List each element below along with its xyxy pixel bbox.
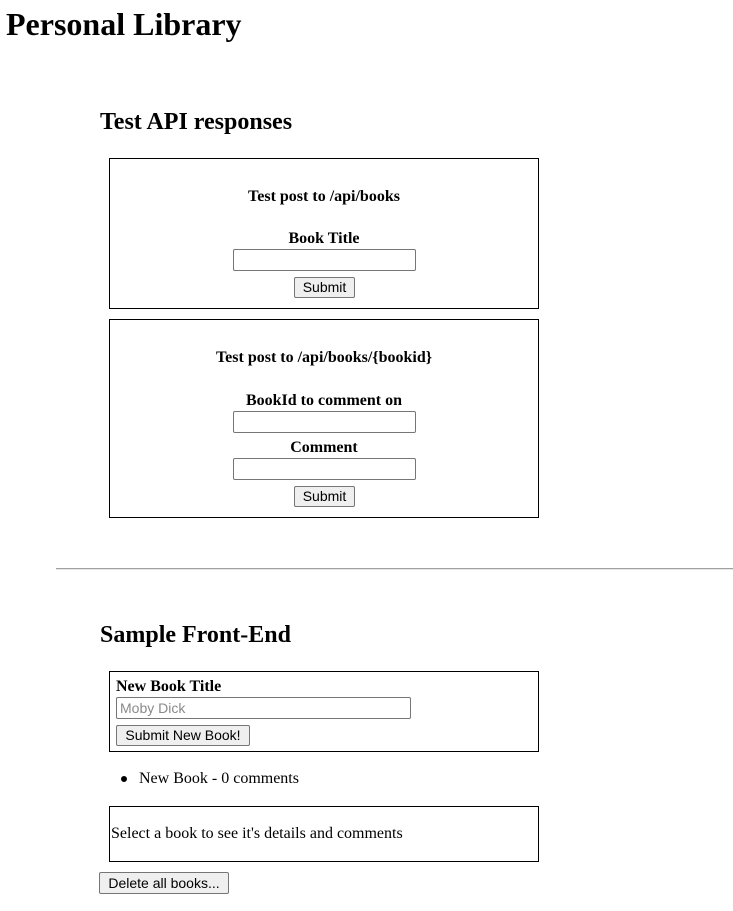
front-end-heading: Sample Front-End (100, 622, 291, 648)
new-book-title-input[interactable] (116, 697, 411, 719)
delete-all-books-button[interactable]: Delete all books... (99, 872, 229, 894)
new-book-title-label: New Book Title (116, 678, 222, 695)
section-divider (56, 568, 733, 570)
book-list-item[interactable]: New Book - 0 comments (139, 770, 299, 787)
post-comment-submit-button[interactable]: Submit (294, 486, 355, 507)
list-bullet (121, 776, 127, 782)
post-comment-form (109, 319, 539, 518)
bookid-label: BookId to comment on (245, 392, 402, 409)
comment-label: Comment (290, 439, 358, 456)
post-comment-title: Test post to /api/books/{bookid} (215, 349, 433, 366)
post-books-form (109, 158, 539, 309)
book-title-label: Book Title (288, 230, 360, 247)
submit-new-book-button[interactable]: Submit New Book! (116, 725, 250, 746)
post-books-submit-button[interactable]: Submit (294, 277, 355, 298)
book-title-input[interactable] (233, 249, 416, 271)
page-title: Personal Library (6, 6, 242, 42)
book-details-text: Select a book to see it's details and comments (111, 825, 403, 842)
post-books-title: Test post to /api/books (248, 188, 400, 205)
comment-input[interactable] (233, 458, 416, 480)
test-api-heading: Test API responses (100, 109, 293, 135)
new-book-form (109, 671, 539, 752)
book-details-panel (109, 806, 539, 862)
bookid-input[interactable] (233, 411, 416, 433)
